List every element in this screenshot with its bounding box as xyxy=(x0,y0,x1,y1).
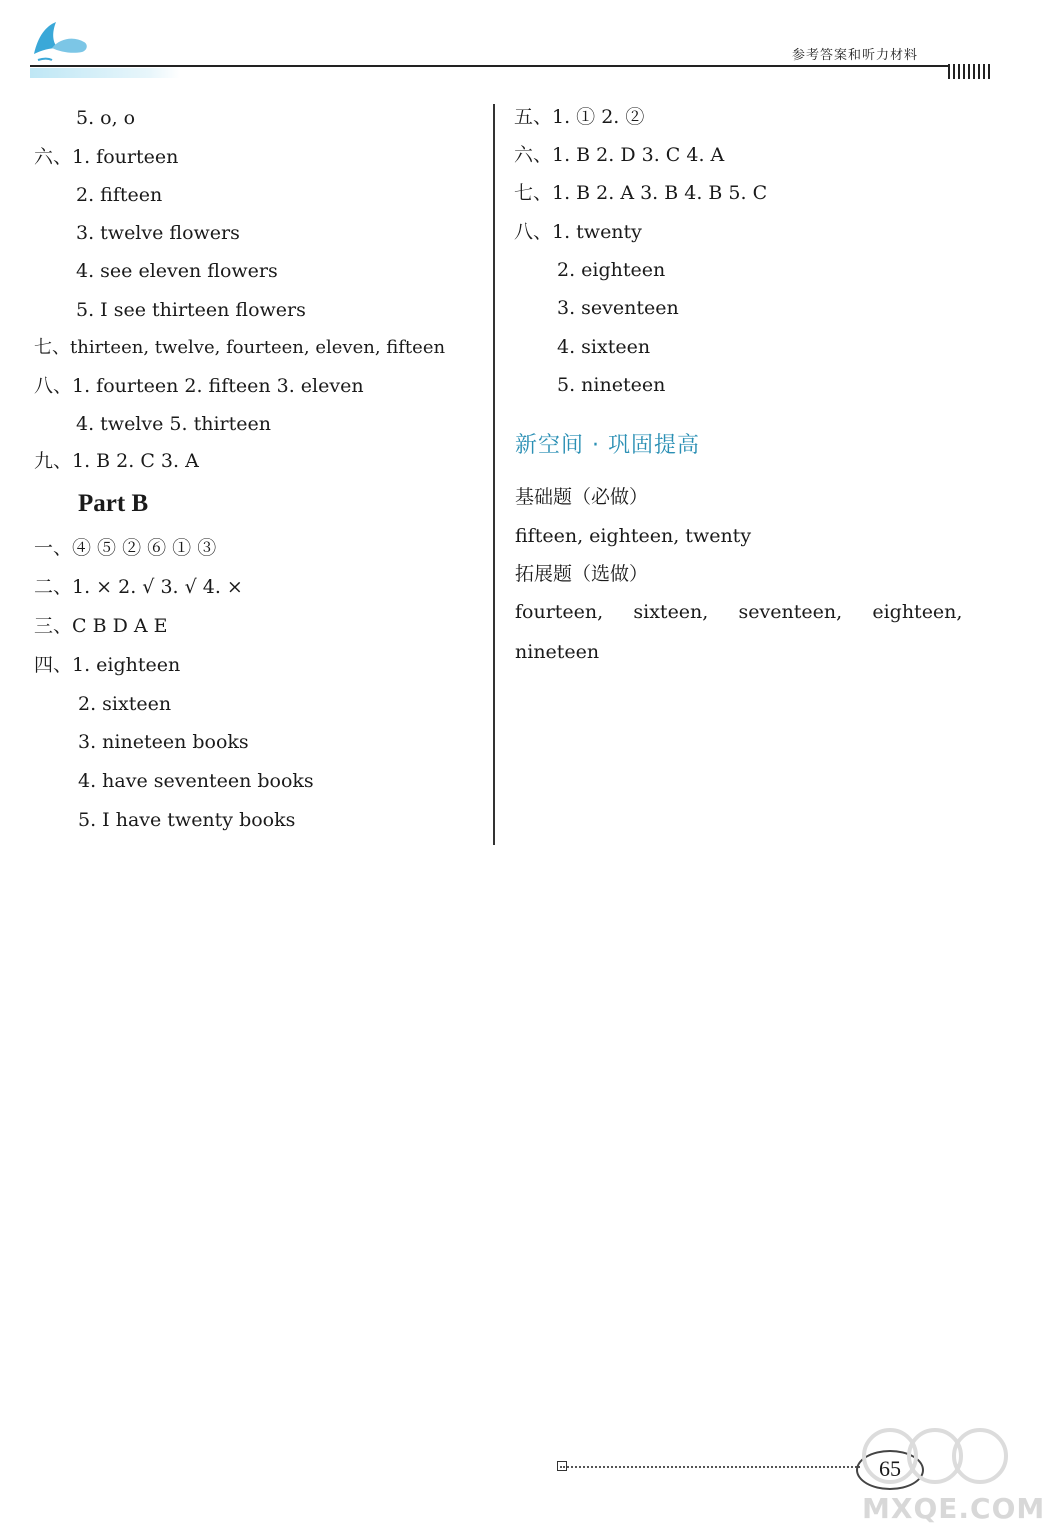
answer-line: 八、1. twenty xyxy=(514,221,642,243)
answer-line: 六、1. B 2. D 3. C 4. A xyxy=(514,144,725,166)
answer-line: 2. eighteen xyxy=(557,259,666,281)
answer-line: 4. sixteen xyxy=(557,336,651,358)
answer-line: 4. have seventeen books xyxy=(78,770,314,792)
answer-line: fourteen, sixteen, seventeen, eighteen, xyxy=(515,601,963,623)
page-number: 65 xyxy=(856,1450,924,1490)
answer-line: 七、1. B 2. A 3. B 4. B 5. C xyxy=(514,182,768,204)
answer-line: 一、④ ⑤ ② ⑥ ① ③ xyxy=(34,537,217,559)
answer-line: 4. see eleven flowers xyxy=(76,260,278,282)
sub-heading: 拓展题（选做） xyxy=(515,563,649,585)
answer-line: 八、1. fourteen 2. fifteen 3. eleven xyxy=(34,375,364,397)
header-logo xyxy=(30,14,92,66)
answer-line: 2. sixteen xyxy=(78,693,172,715)
answer-line: fifteen, eighteen, twenty xyxy=(515,525,752,547)
part-b-heading: Part B xyxy=(78,490,149,517)
watermark xyxy=(856,1418,1045,1528)
answer-line: 5. nineteen xyxy=(557,374,666,396)
answer-line: nineteen xyxy=(515,641,600,663)
wave-cloud-logo-icon xyxy=(30,14,92,66)
answer-line: 4. twelve 5. thirteen xyxy=(76,413,271,435)
answer-line: 七、thirteen, twelve, fourteen, eleven, fifteen xyxy=(34,337,446,358)
answer-line: 3. nineteen books xyxy=(78,731,249,753)
answer-line: 九、1. B 2. C 3. A xyxy=(34,450,199,472)
answer-line: 3. seventeen xyxy=(557,297,679,319)
sub-heading: 基础题（必做） xyxy=(515,486,649,508)
answer-line: 四、1. eighteen xyxy=(34,654,181,676)
section-title: 新空间 · 巩固提高 xyxy=(515,433,700,458)
answer-line: 5. I have twenty books xyxy=(78,809,296,831)
answer-line: 五、1. ① 2. ② xyxy=(514,106,645,128)
answer-line: 三、C B D A E xyxy=(34,615,168,637)
footer-dotted-rule xyxy=(560,1466,860,1468)
answer-line: 3. twelve flowers xyxy=(76,222,240,244)
answer-line: 5. o, o xyxy=(76,107,136,129)
header-rule xyxy=(30,65,948,67)
column-divider xyxy=(493,104,495,845)
header-band xyxy=(30,68,180,78)
header-title: 参考答案和听力材料 xyxy=(792,48,919,63)
watermark-logo-icon xyxy=(860,1418,1010,1488)
barcode-decoration xyxy=(948,64,990,79)
answer-line: 六、1. fourteen xyxy=(34,146,179,168)
answer-line: 5. I see thirteen flowers xyxy=(76,299,306,321)
answer-line: 二、1. × 2. √ 3. √ 4. × xyxy=(34,576,243,598)
watermark-text: MXQE.COM xyxy=(862,1492,1045,1525)
answer-line: 2. fifteen xyxy=(76,184,163,206)
